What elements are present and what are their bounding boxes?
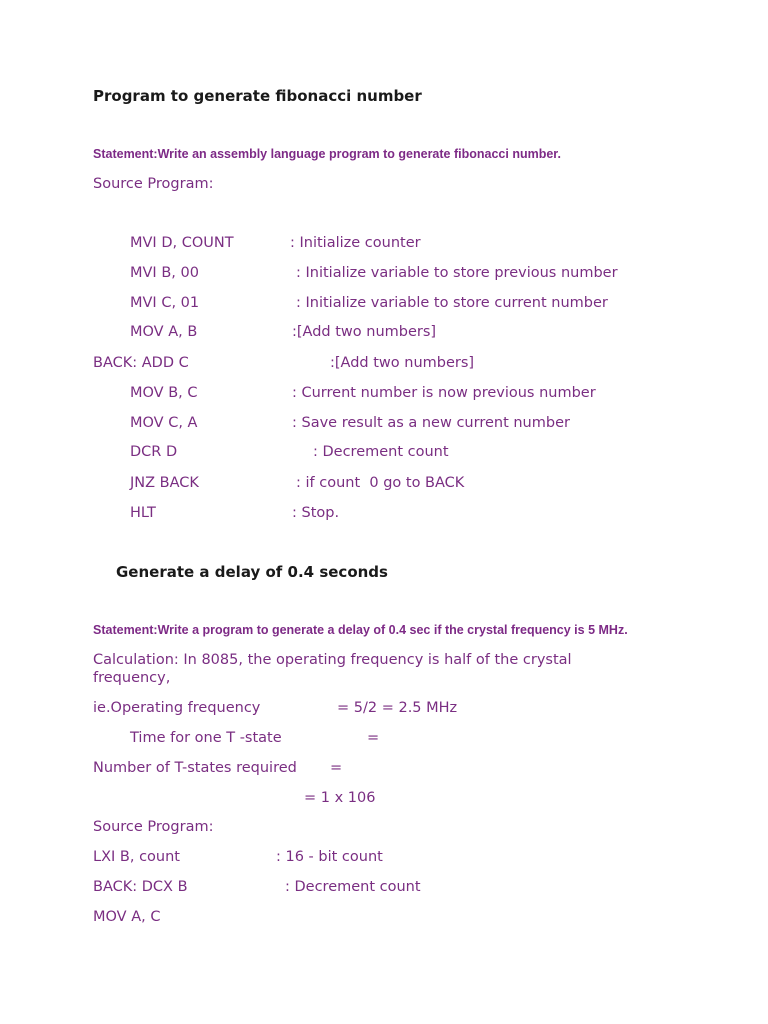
code-comment: : Initialize variable to store current number <box>296 295 608 311</box>
code-instr: MVI D, COUNT <box>130 235 234 251</box>
tstate-value: = <box>367 730 380 746</box>
code-instr: JNZ BACK <box>130 475 199 491</box>
code-instr: BACK: DCX B <box>93 879 188 895</box>
section2-statement: Statement:Write a program to generate a delay of 0.4 sec if the crystal frequency is 5 MHz. <box>93 623 628 637</box>
calc-line-2: frequency, <box>93 670 171 686</box>
code-instr: MVI C, 01 <box>130 295 200 311</box>
code-comment: :[Add two numbers] <box>330 355 475 371</box>
tstate-label: Time for one T -state <box>130 730 282 746</box>
section1-statement: Statement:Write an assembly language program to generate fibonacci number. <box>93 147 561 161</box>
code-comment: : if count 0 go to BACK <box>296 475 465 491</box>
code-comment: : Initialize counter <box>290 235 421 251</box>
section2-source-label: Source Program: <box>93 819 214 835</box>
code-instr: MOV A, B <box>130 324 198 340</box>
code-comment: : Stop. <box>292 505 340 521</box>
num-tstates-label: Number of T-states required <box>93 760 297 776</box>
code-instr: BACK: ADD C <box>93 355 189 371</box>
code-comment: : Decrement count <box>313 444 449 460</box>
code-comment: : Decrement count <box>285 879 421 895</box>
code-comment: : Save result as a new current number <box>292 415 570 431</box>
code-instr: LXI B, count <box>93 849 180 865</box>
code-instr: HLT <box>130 505 156 521</box>
code-instr: MOV A, C <box>93 909 161 925</box>
op-freq-value: = 5/2 = 2.5 MHz <box>337 700 458 716</box>
section1-source-label: Source Program: <box>93 176 214 192</box>
num-tstates-result: = 1 x 106 <box>304 790 376 806</box>
calc-line-1: Calculation: In 8085, the operating frequency is half of the crystal <box>93 652 572 668</box>
code-instr: MVI B, 00 <box>130 265 199 281</box>
code-instr: DCR D <box>130 444 178 460</box>
section1-title: Program to generate fibonacci number <box>93 87 422 105</box>
code-comment: : Current number is now previous number <box>292 385 596 401</box>
code-comment: : 16 - bit count <box>276 849 383 865</box>
op-freq-label: ie.Operating frequency <box>93 700 261 716</box>
section2-title: Generate a delay of 0.4 seconds <box>116 563 388 581</box>
code-instr: MOV C, A <box>130 415 198 431</box>
code-instr: MOV B, C <box>130 385 198 401</box>
code-comment: :[Add two numbers] <box>292 324 437 340</box>
code-comment: : Initialize variable to store previous number <box>296 265 618 281</box>
num-tstates-value: = <box>330 760 343 776</box>
